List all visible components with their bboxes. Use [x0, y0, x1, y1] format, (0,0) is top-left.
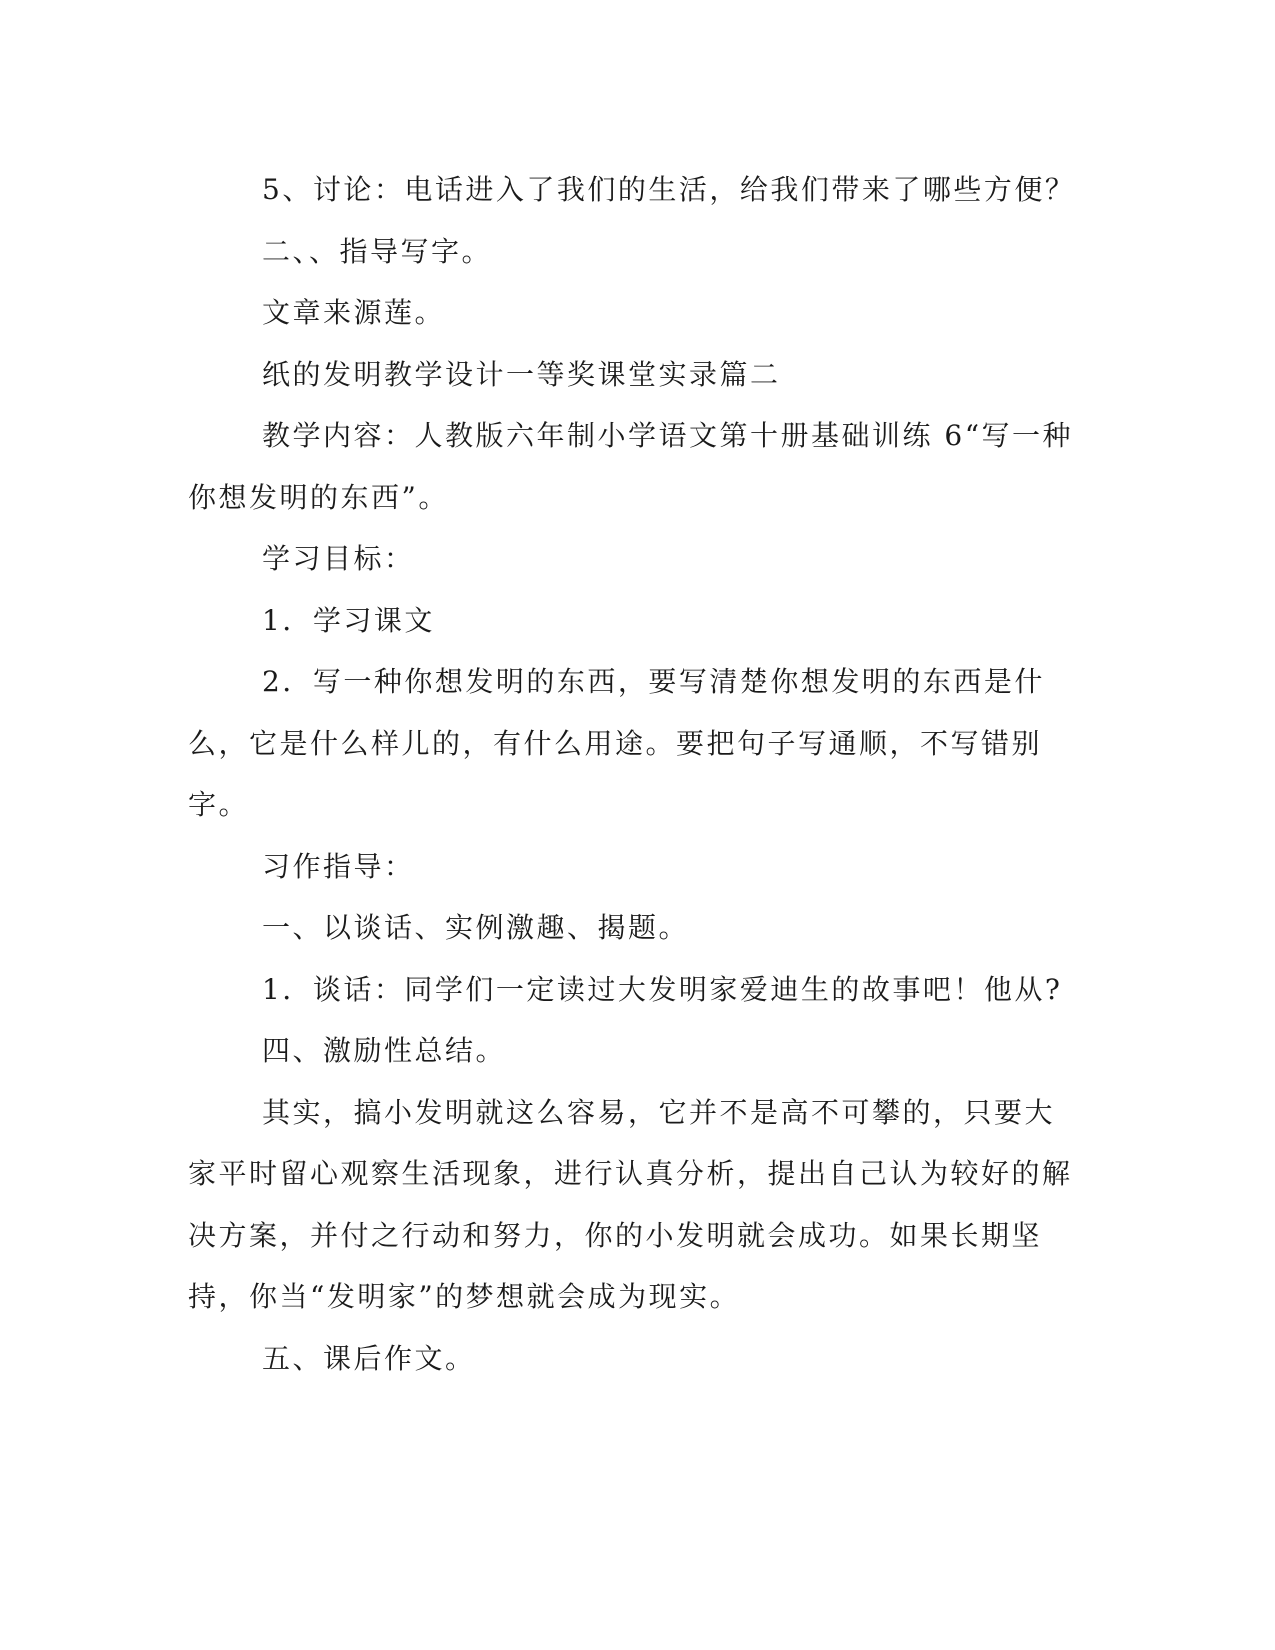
section-title: 纸的发明教学设计一等奖课堂实录篇二 [262, 357, 781, 391]
goal-item-1: 1．学习课文 [262, 603, 435, 637]
paragraph-discussion: 5、讨论：电话进入了我们的生活，给我们带来了哪些方便？ [262, 173, 1076, 206]
heading-learning-goals: 学习目标： [262, 542, 415, 575]
heading-writing-guidance: 习作指导： [262, 849, 415, 883]
paragraph-teaching-content: 教学内容：人教版六年制小学语文第十册基础训练 6“写一种你想发明的东西”。 [188, 419, 1074, 514]
paragraph-writing-guide: 二、、指导写字。 [262, 234, 493, 268]
document-body [188, 159, 1078, 1389]
step-one: 一、以谈话、实例激趣、揭题。 [262, 911, 690, 944]
step-five: 五、课后作文。 [262, 1341, 476, 1375]
goal-item-2: 2．写一种你想发明的东西，要写清楚你想发明的东西是什么，它是什么样儿的，有什么用途。要把句子写通顺，不写错别字。 [188, 665, 1045, 821]
paragraph-summary: 其实，搞小发明就这么容易，它并不是高不可攀的，只要大家平时留心观察生活现象，进行认真分析，提出自己认为较好的解决方案，并付之行动和努力，你的小发明就会成功。如果长期坚持，你当“发明家”的梦想就会成为现实。 [188, 1095, 1073, 1313]
step-four: 四、激励性总结。 [262, 1034, 507, 1067]
step-one-item-1: 1．谈话：同学们一定读过大发明家爱迪生的故事吧！他从? [262, 972, 1063, 1006]
paragraph-source: 文章来源莲。 [262, 296, 446, 329]
